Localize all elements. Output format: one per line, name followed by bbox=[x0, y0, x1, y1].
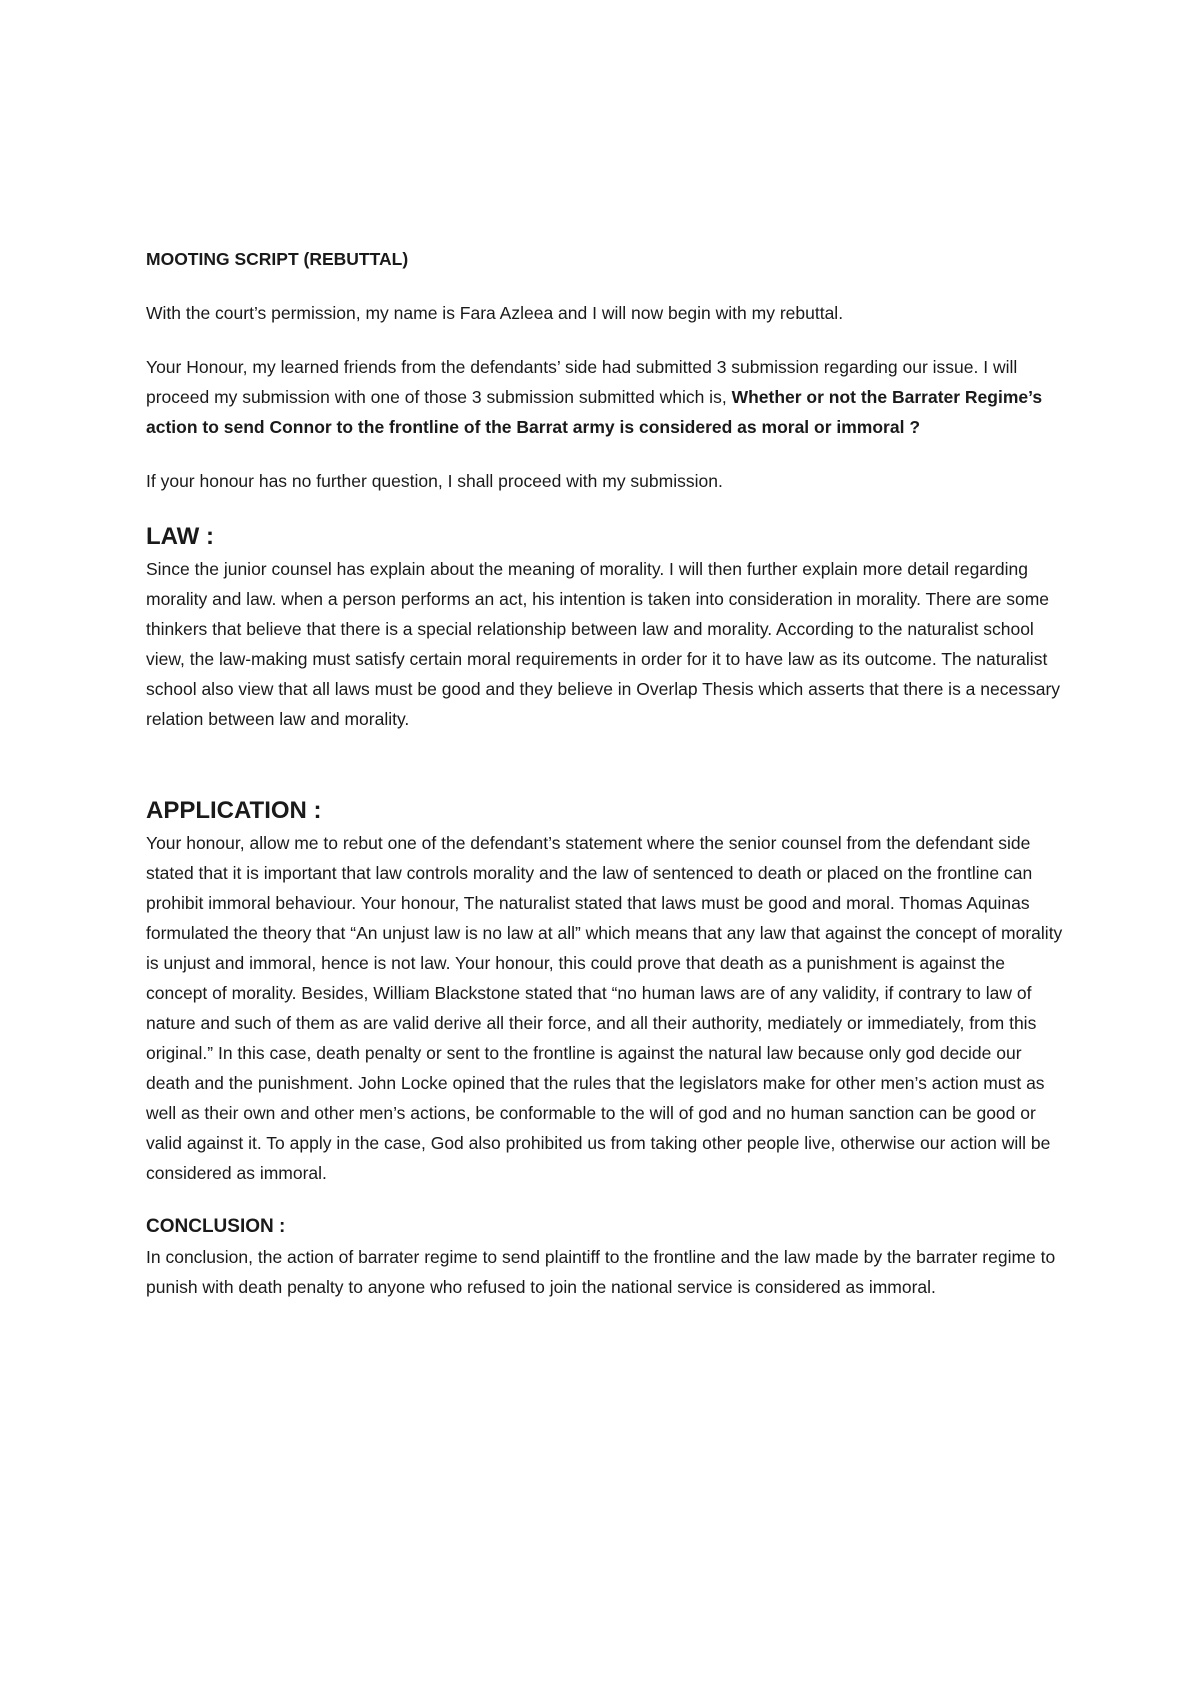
conclusion-body: In conclusion, the action of barrater regime to send plaintiff to the frontline and the law made by the barrater regime to punish with death penalty to anyone who refused to join the national service is considered as immoral. bbox=[146, 1247, 1056, 1297]
law-heading: LAW : bbox=[146, 523, 214, 550]
document-page bbox=[146, 244, 1066, 1302]
law-body: Since the junior counsel has explain about the meaning of morality. I will then further explain more detail regarding morality and law. when a person performs an act, his intention is taken into consideration in morality. There are some thinkers that believe that there is a special relationship between law and morality. According to the naturalist school view, the law-making must satisfy certain moral requirements in order for it to have law as its outcome. The naturalist school also view that all laws must be good and they believe in Overlap Thesis which asserts that there is a necessary relation between law and morality. bbox=[146, 559, 1061, 729]
application-body: Your honour, allow me to rebut one of the defendant’s statement where the senior counsel from the defendant side stated that it is important that law controls morality and the law of sentenced to death or placed on the frontline can prohibit immoral behaviour. Your honour, The naturalist stated that laws must be good and moral. Thomas Aquinas formulated the theory that “An unjust law is no law at all” which means that any law that against the concept of morality is unjust and immoral, hence is not law. Your honour, this could prove that death as a punishment is against the concept of morality. Besides, William Blackstone stated that “no human laws are of any validity, if contrary to law of nature and such of them as are valid derive all their force, and all their authority, mediately or immediately, from this original.” In this case, death penalty or sent to the frontline is against the natural law because only god decide our death and the punishment. John Locke opined that the rules that the legislators make for other men’s action must as well as their own and other men’s actions, be conformable to the will of god and no human sanction can be good or valid against it. To apply in the case, God also prohibited us from taking other people live, otherwise our action will be considered as immoral. bbox=[146, 833, 1063, 1183]
issue-question: Whether or not the Barrater Regime’s action to send Connor to the frontline of the Barrat army is considered as moral or immoral ? bbox=[146, 387, 1043, 437]
intro-paragraph: With the court’s permission, my name is Fara Azleea and I will now begin with my rebuttal. bbox=[146, 303, 844, 323]
conclusion-heading: CONCLUSION : bbox=[146, 1216, 286, 1237]
issue-paragraph bbox=[146, 352, 1066, 442]
document-title: MOOTING SCRIPT (REBUTTAL) bbox=[146, 249, 409, 269]
proceed-paragraph: If your honour has no further question, I shall proceed with my submission. bbox=[146, 471, 723, 491]
application-heading: APPLICATION : bbox=[146, 797, 322, 824]
issue-text: Your Honour, my learned friends from the defendants’ side had submitted 3 submission regarding our issue. I will proceed my submission with one of those 3 submission submitted which is, bbox=[146, 357, 1018, 407]
